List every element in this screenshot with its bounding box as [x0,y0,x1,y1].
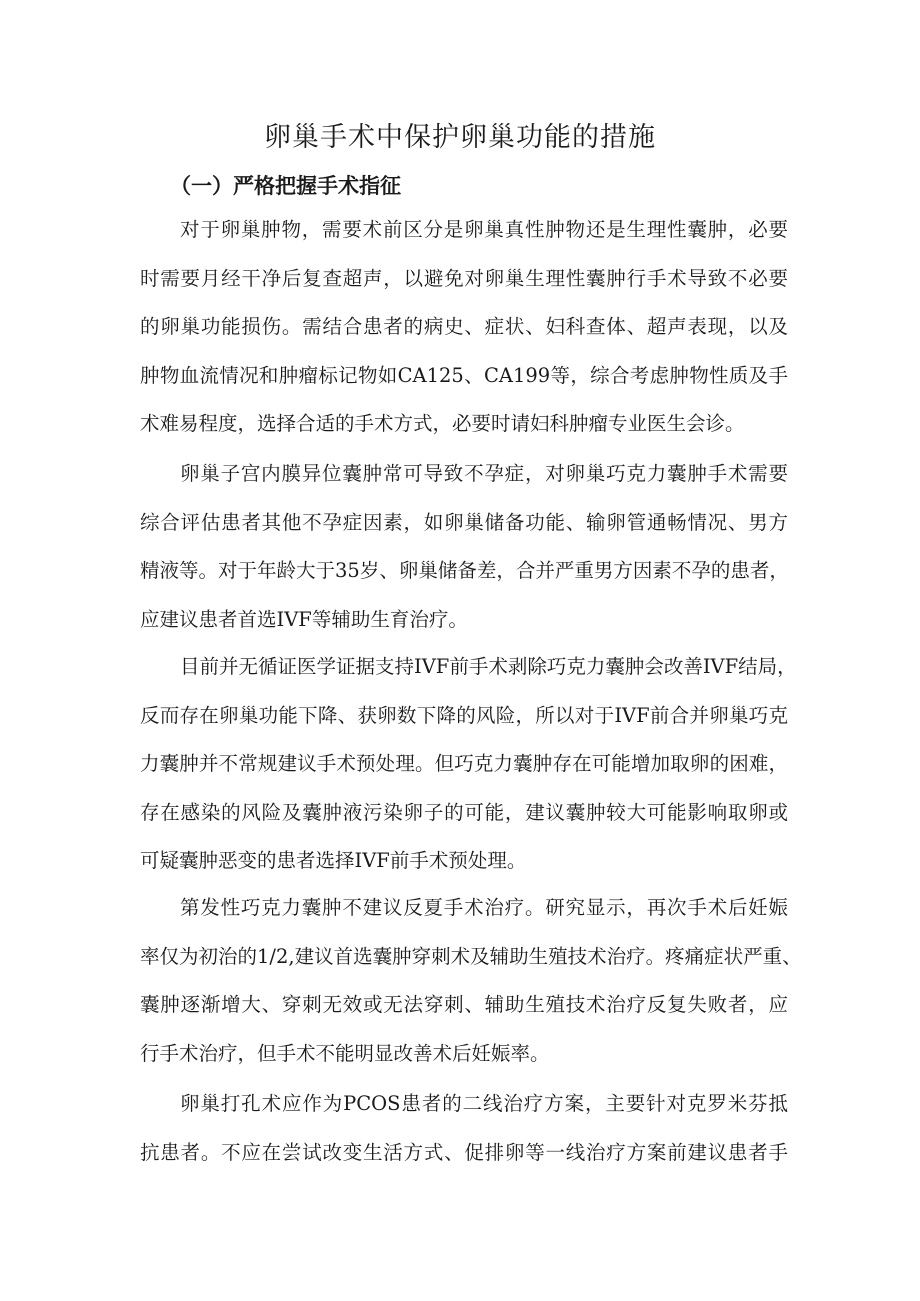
paragraph-line: 囊肿逐渐增大、穿刺无效或无法穿刺、辅助生殖技术治疗反复失败者，应 [140,993,788,1016]
paragraph-line: 卵巢打孔术应作为PCOS患者的二线治疗方案，主要针对克罗米芬抵 [180,1092,788,1115]
paragraph-ovarian-mass [140,206,788,449]
paragraph-line: 术难易程度，选择合适的手术方式，必要时请妇科肿瘤专业医生会诊。 [140,412,745,435]
paragraph-line: 目前并无循证医学证据支持IVF前手术剥除巧克力囊肿会改善IVF结局， [180,655,797,678]
paragraph-line: 力囊肿并不常规建议手术预处理。但巧克力囊肿存在可能增加取卵的困难， [140,752,788,775]
paragraph-line: 精液等。对于年龄大于35岁、卵巢储备差，合并严重男方因素不孕的患者， [140,559,789,582]
paragraph-line: 应建议患者首选IVF等辅助生育治疗。 [140,607,468,631]
paragraph-line: 卵巢子宫内膜异位囊肿常可导致不孕症，对卵巢巧克力囊肿手术需要 [180,462,788,485]
paragraph-recurrent-cyst [140,884,802,1078]
paragraph-endometrioma-infertility [140,450,788,644]
paragraph-line: 抗患者。不应在尝试改变生活方式、促排卵等一线治疗方案前建议患者手 [140,1140,788,1164]
paragraph-line: 对于卵巢肿物，需要术前区分是卵巢真性肿物还是生理性囊肿，必要 [180,218,788,241]
section-heading: （一）严格把握手术指征 [170,174,401,198]
paragraph-line: 可疑囊肿恶变的患者选择IVF前手术预处理。 [140,849,527,872]
paragraph-line: 率仅为初治的1/2,建议首选囊肿穿刺术及辅助生殖技术治疗。疼痛症状严重、 [140,944,802,968]
paragraph-line: 行手术治疗，但手术不能明显改善术后妊娠率。 [140,1041,550,1065]
paragraph-line: 的卵巢功能损伤。需结合患者的病史、症状、妇科查体、超声表现，以及 [140,315,788,338]
paragraph-line: 综合评估患者其他不孕症因素，如卵巢储备功能、输卵管通畅情况、男方 [140,510,788,534]
paragraph-ivf-pretreatment [140,643,797,886]
document-title: 卵巢手术中保护卵巢功能的措施 [264,122,656,153]
paragraph-ovarian-drilling [140,1080,788,1177]
paragraph-line: 反而存在卵巢功能下降、获卵数下降的风险，所以对于IVF前合并卵巢巧克 [140,703,788,727]
paragraph-line: 肿物血流情况和肿瘤标记物如CA125、CA199等，综合考虑肿物性质及手 [140,363,788,387]
paragraph-line: 存在感染的风险及囊肿液污染卵子的可能，建议囊肿较大可能影响取卵或 [140,800,788,824]
paragraph-line: 时需要月经干净后复查超声，以避免对卵巢生理性囊肿行手术导致不必要 [140,266,788,290]
paragraph-line: 第发性巧克力囊肿不建议反夏手术治疗。研究显示，再次手术后妊娠 [180,896,788,919]
